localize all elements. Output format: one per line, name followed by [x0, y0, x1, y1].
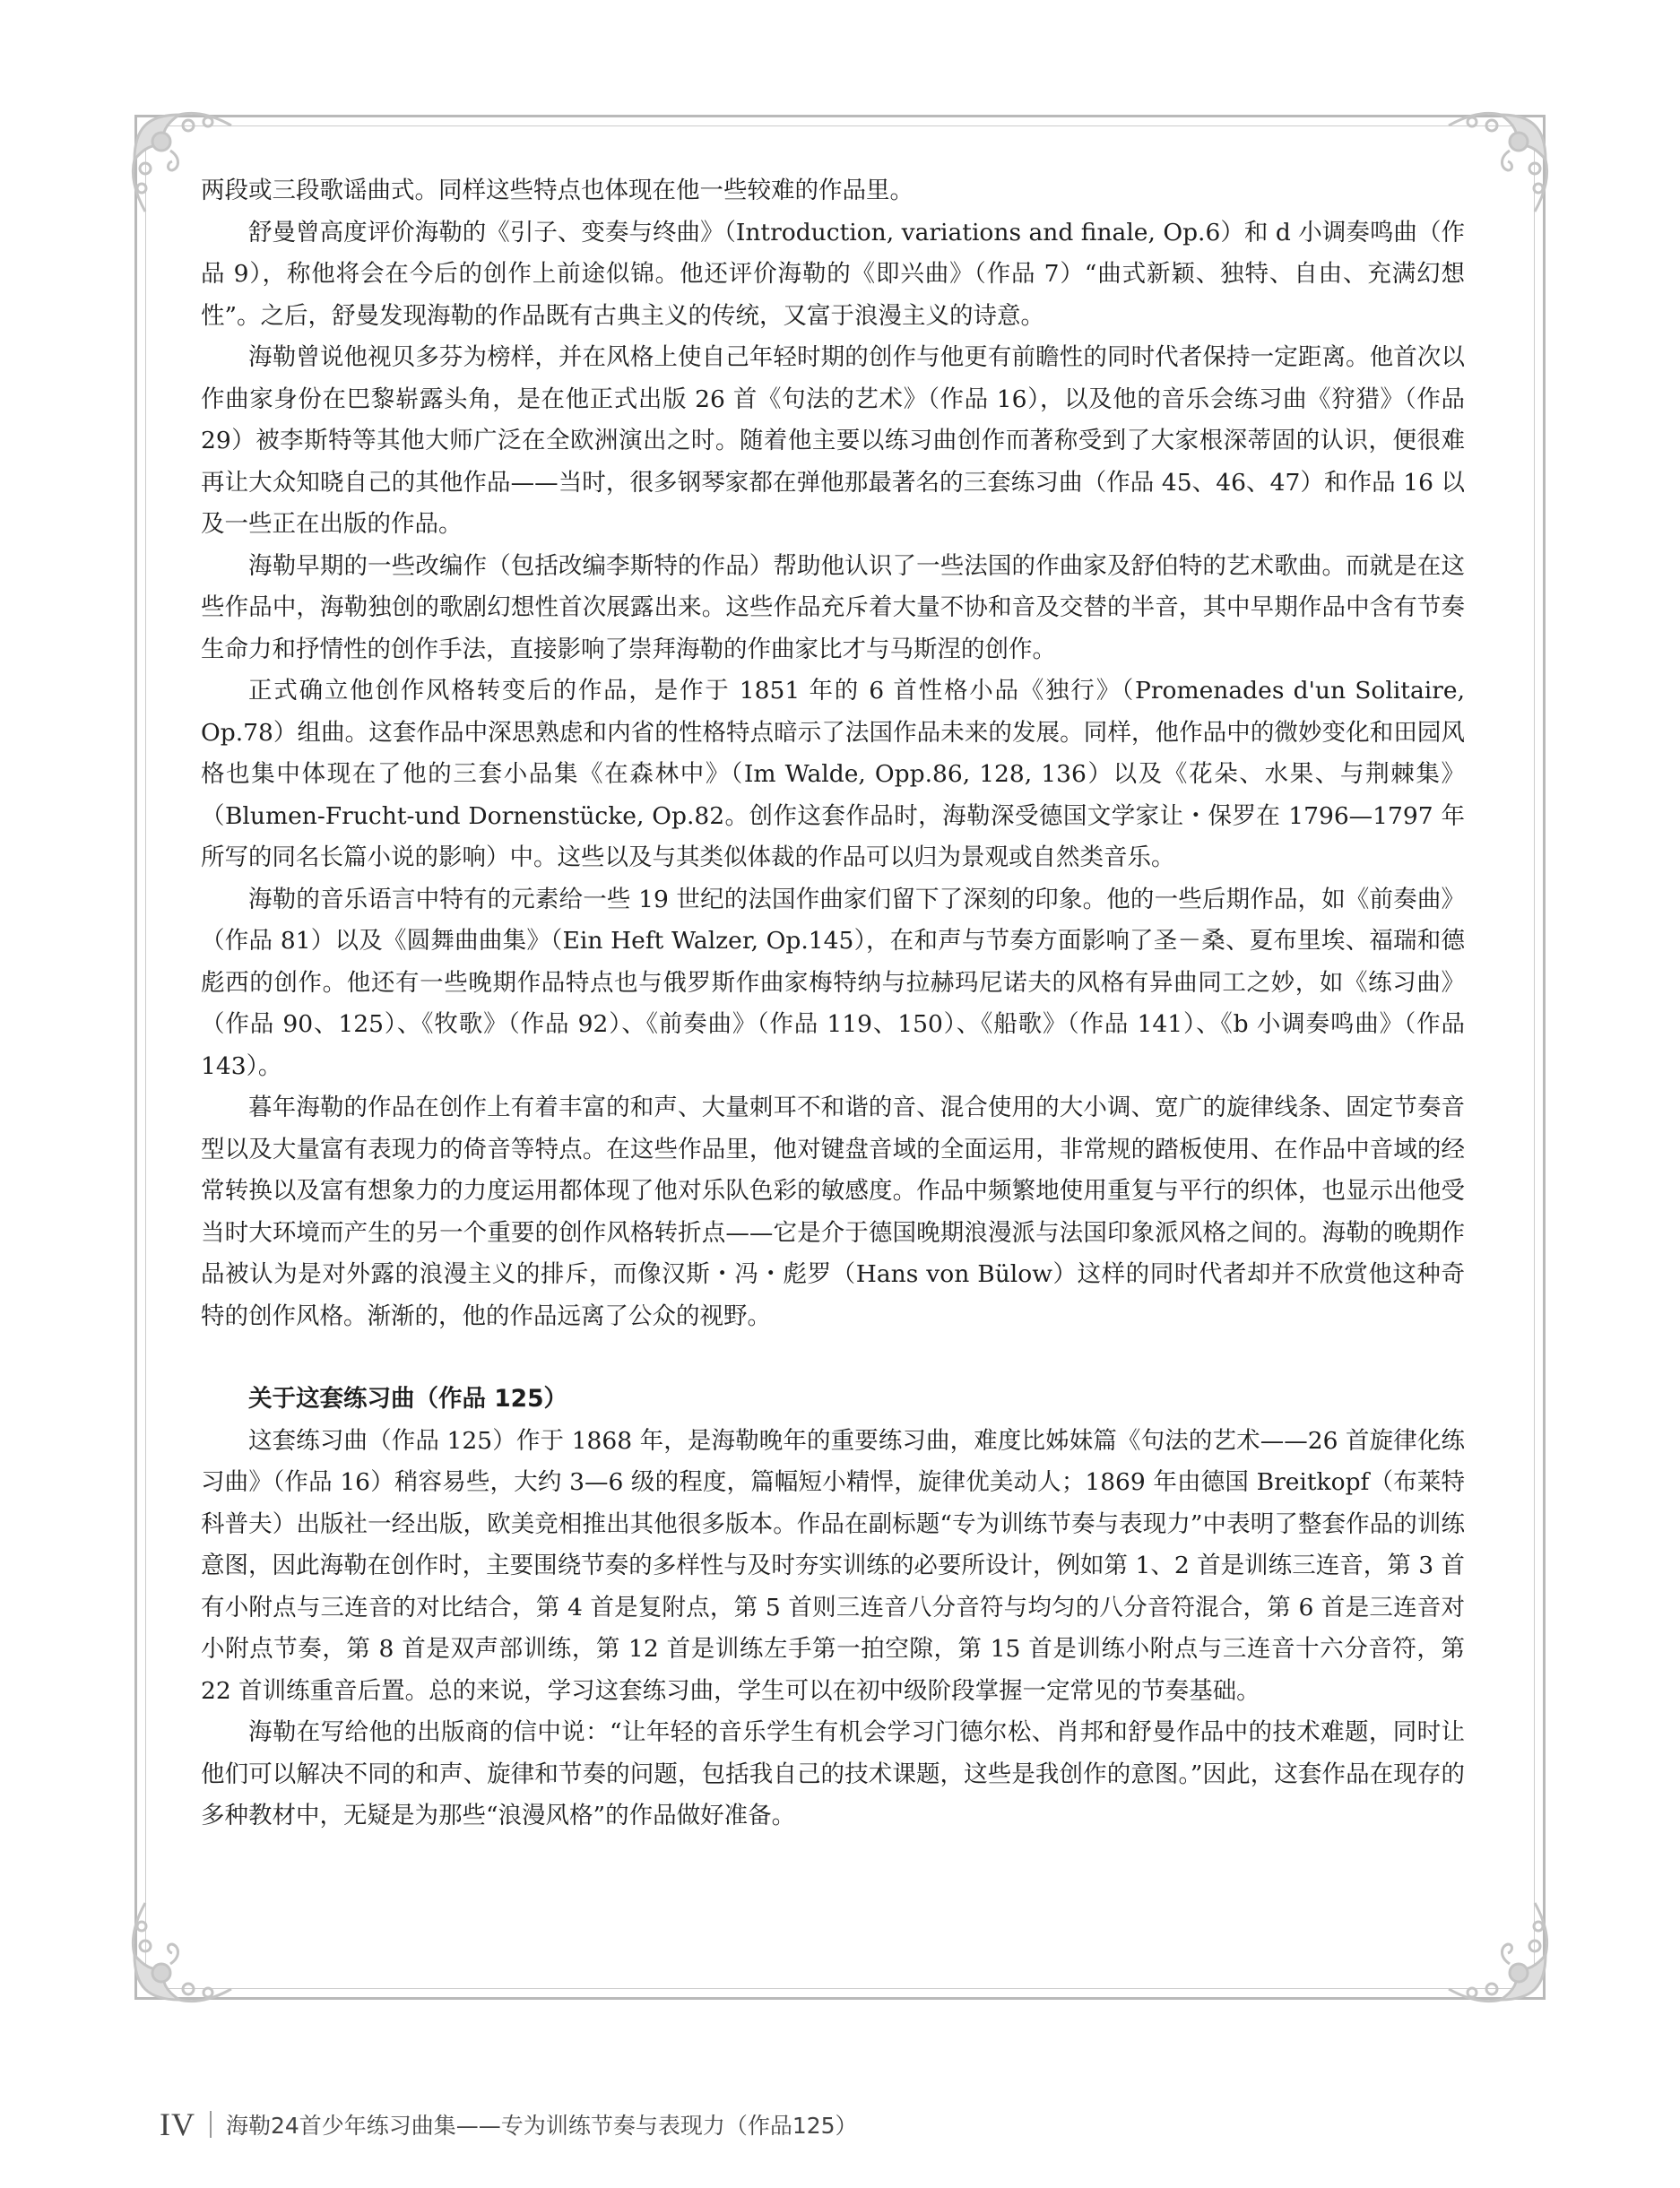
- paragraph: 海勒曾说他视贝多芬为榜样，并在风格上使自己年轻时期的创作与他更有前瞻性的同时代者保持一定距离。他首次以作曲家身份在巴黎崭露头角，是在他正式出版 26 首《句法的艺术》（作品 16），以及他的音乐会练习曲《狩猎》（作品 29）被李斯特等其他大师广泛在全欧洲演出之时。随着他主要以练习曲创作而著称受到了大家根深蒂固的认识，便很难再让大众知晓自己的其他作品——当时，很多钢琴家都在弹他那最著名的三套练习曲（作品 45、46、47）和作品 16 以及一些正在出版的作品。: [201, 343, 1465, 538]
- corner-ornament-bottom-left: [126, 1892, 242, 2009]
- body-text: [201, 170, 1465, 1838]
- paragraph: 舒曼曾高度评价海勒的《引子、变奏与终曲》（Introduction, variations and finale, Op.6）和 d 小调奏鸣曲（作品 9），称他将会在今后的创作上前途似锦。他还评价海勒的《即兴曲》（作品 7）“曲式新颖、独特、自由、充满幻想性”。之后，舒曼发现海勒的作品既有古典主义的传统，又富于浪漫主义的诗意。: [201, 218, 1465, 330]
- paragraph: 两段或三段歌谣曲式。同样这些特点也体现在他一些较难的作品里。: [201, 177, 914, 204]
- paragraph: 海勒的音乐语言中特有的元素给一些 19 世纪的法国作曲家们留下了深刻的印象。他的一些后期作品，如《前奏曲》（作品 81）以及《圆舞曲曲集》（Ein Heft Walzer, Op.145），在和声与节奏方面影响了圣－桑、夏布里埃、福瑞和德彪西的创作。他还有一些晚期作品特点也与俄罗斯作曲家梅特纳与拉赫玛尼诺夫的风格有异曲同工之妙，如《练习曲》（作品 90、125）、《牧歌》（作品 92）、《前奏曲》（作品 119、150）、《船歌》（作品 141）、《b 小调奏鸣曲》（作品 143）。: [201, 885, 1465, 1080]
- running-title: 海勒24首少年练习曲集——专为训练节奏与表现力（作品125）: [226, 2113, 858, 2139]
- section-heading: 关于这套练习曲（作品 125）: [248, 1385, 568, 1413]
- paragraph: 这套练习曲（作品 125）作于 1868 年，是海勒晚年的重要练习曲，难度比姊妹篇《句法的艺术——26 首旋律化练习曲》（作品 16）稍容易些，大约 3—6 级的程度，篇幅短小精悍，旋律优美动人；1869 年由德国 Breitkopf（布莱特科普夫）出版社一经出版，欧美竞相推出其他很多版本。作品在副标题“专为训练节奏与表现力”中表明了整套作品的训练意图，因此海勒在创作时，主要围绕节奏的多样性与及时夯实训练的必要所设计，例如第 1、2 首是训练三连音，第 3 首有小附点与三连音的对比结合，第 4 首是复附点，第 5 首则三连音八分音符与均匀的八分音符混合，第 6 首是三连音对小附点节奏，第 8 首是双声部训练，第 12 首是训练左手第一拍空隙，第 15 首是训练小附点与三连音十六分音符，第 22 首训练重音后置。总的来说，学习这套练习曲，学生可以在初中级阶段掌握一定常见的节奏基础。: [201, 1426, 1465, 1705]
- paragraph: 海勒在写给他的出版商的信中说：“让年轻的音乐学生有机会学习门德尔松、肖邦和舒曼作品中的技术难题，同时让他们可以解决不同的和声、旋律和节奏的问题，包括我自己的技术课题，这些是我创作的意图。”因此，这套作品在现存的多种教材中，无疑是为那些“浪漫风格”的作品做好准备。: [201, 1718, 1465, 1829]
- page-footer: [160, 2106, 858, 2142]
- page-number: IV: [160, 2106, 195, 2142]
- paragraph: 正式确立他创作风格转变后的作品，是作于 1851 年的 6 首性格小品《独行》（Promenades d'un Solitaire, Op.78）组曲。这套作品中深思熟虑和内省的性格特点暗示了法国作品未来的发展。同样，他作品中的微妙变化和田园风格也集中体现在了他的三套小品集《在森林中》（Im Walde, Opp.86, 128, 136）以及《花朵、水果、与荆棘集》（Blumen-Frucht-und Dornenstücke, Op.82。创作这套作品时，海勒深受德国文学家让・保罗在 1796—1797 年所写的同名长篇小说的影响）中。这些以及与其类似体裁的作品可以归为景观或自然类音乐。: [201, 677, 1465, 871]
- paragraph: 海勒早期的一些改编作（包括改编李斯特的作品）帮助他认识了一些法国的作曲家及舒伯特的艺术歌曲。而就是在这些作品中，海勒独创的歌剧幻想性首次展露出来。这些作品充斥着大量不协和音及交替的半音，其中早期作品中含有节奏生命力和抒情性的创作手法，直接影响了崇拜海勒的作曲家比才与马斯涅的创作。: [201, 551, 1465, 663]
- paragraph: 暮年海勒的作品在创作上有着丰富的和声、大量刺耳不和谐的音、混合使用的大小调、宽广的旋律线条、固定节奏音型以及大量富有表现力的倚音等特点。在这些作品里，他对键盘音域的全面运用，非常规的踏板使用、在作品中音域的经常转换以及富有想象力的力度运用都体现了他对乐队色彩的敏感度。作品中频繁地使用重复与平行的织体，也显示出他受当时大环境而产生的另一个重要的创作风格转折点——它是介于德国晚期浪漫派与法国印象派风格之间的。海勒的晚期作品被认为是对外露的浪漫主义的排斥，而像汉斯・冯・彪罗（Hans von Bülow）这样的同时代者却并不欣赏他这种奇特的创作风格。渐渐的，他的作品远离了公众的视野。: [201, 1094, 1465, 1330]
- corner-ornament-bottom-right: [1438, 1892, 1554, 2009]
- footer-divider: [210, 2111, 212, 2138]
